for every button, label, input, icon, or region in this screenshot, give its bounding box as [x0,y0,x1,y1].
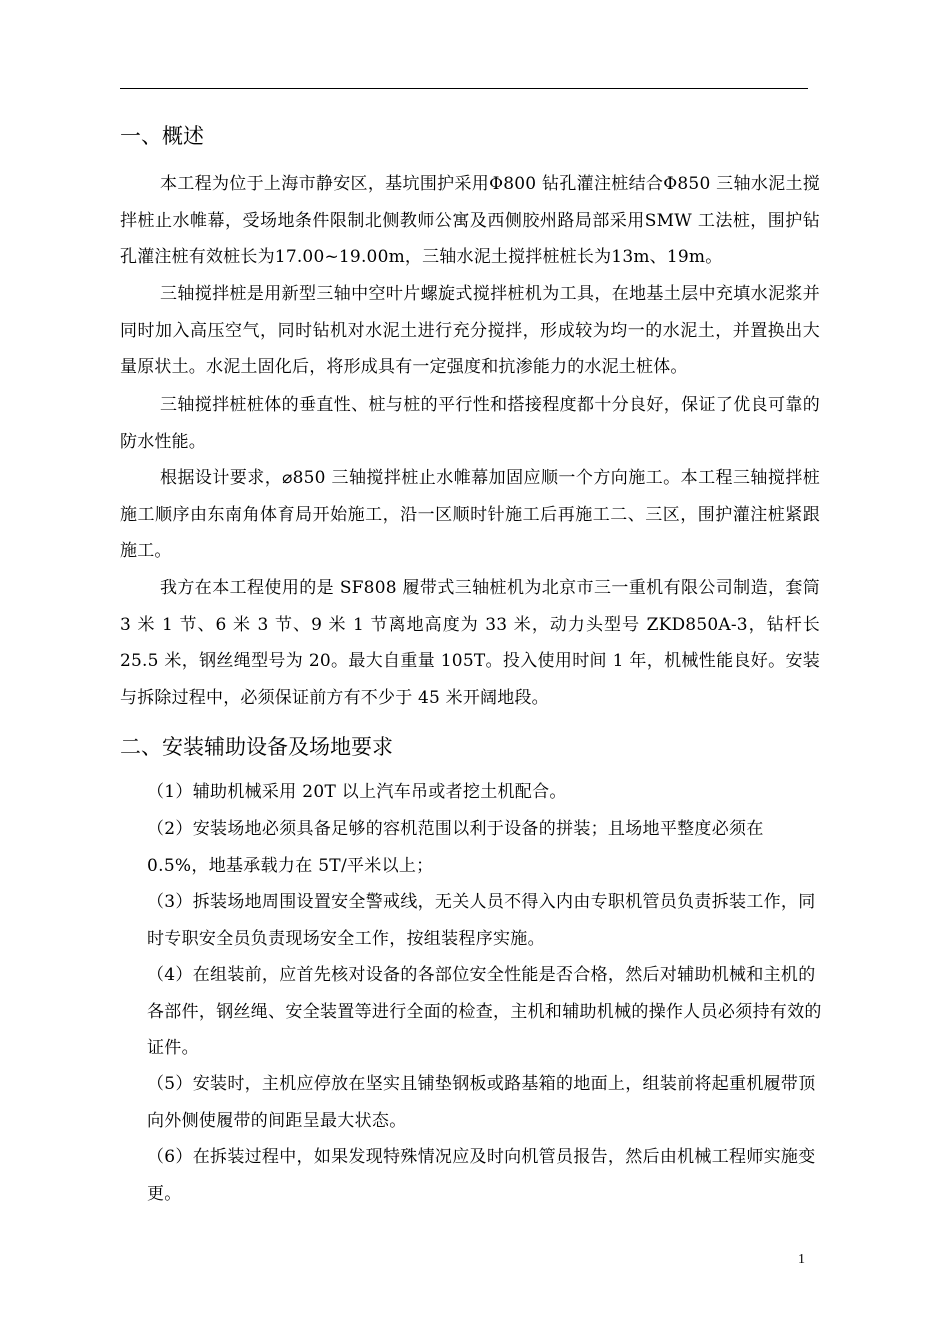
header-rule [120,88,808,89]
paragraph-2: 三轴搅拌桩是用新型三轴中空叶片螺旋式搅拌桩机为工具，在地基土层中充填水泥浆并同时加入高压空气，同时钻机对水泥土进行充分搅拌，形成较为均一的水泥土，并置换出大量原状土。水泥土固化后，将形成具有一定强度和抗渗能力的水泥土桩体。 [120,284,820,377]
list-item-5: （5）安装时，主机应停放在坚实且铺垫钢板或路基箱的地面上，组装前将起重机履带顶向外侧使履带的间距呈最大状态。 [147,1074,816,1131]
section1-heading: 一、概述 [120,124,204,148]
list-item-2: （2）安装场地必须具备足够的容机范围以利于设备的拼装；且场地平整度必须在 0.5%，地基承载力在 5T/平米以上； [147,819,764,876]
paragraph-1: 本工程为位于上海市静安区，基坑围护采用Φ800 钻孔灌注桩结合Φ850 三轴水泥土搅拌桩止水帷幕，受场地条件限制北侧教师公寓及西侧胶州路局部采用SMW 工法桩，围护钻孔灌注桩有效桩长为17.00~19.00m，三轴水泥土搅拌桩桩长为13m、19m。 [120,174,820,267]
list-item-3: （3）拆装场地周围设置安全警戒线，无关人员不得入内由专职机管员负责拆装工作，同时专职安全员负责现场安全工作，按组装程序实施。 [147,892,816,949]
section2-heading: 二、安装辅助设备及场地要求 [120,735,393,759]
list-item-6: （6）在拆装过程中，如果发现特殊情况应及时向机管员报告，然后由机械工程师实施变更。 [147,1147,816,1204]
page-number: 1 [798,1252,805,1267]
paragraph-5: 我方在本工程使用的是 SF808 履带式三轴桩机为北京市三一重机有限公司制造，套筒 3 米 1 节、6 米 3 节、9 米 1 节离地高度为 33 米，动力头型号 ZKD850A-3，钻杆长 25.5 米，钢丝绳型号为 20。最大自重量 105T。投入使用时间 1 年，机械性能良好。安装与拆除过程中，必须保证前方有不少于 45 米开阔地段。 [120,578,820,708]
paragraph-3: 三轴搅拌桩桩体的垂直性、桩与桩的平行性和搭接程度都十分良好，保证了优良可靠的防水性能。 [120,395,820,452]
list-item-4: （4）在组装前，应首先核对设备的各部位安全性能是否合格，然后对辅助机械和主机的各部件，钢丝绳、安全装置等进行全面的检查，主机和辅助机械的操作人员必须持有效的证件。 [147,965,822,1058]
list-item-1: （1）辅助机械采用 20T 以上汽车吊或者挖土机配合。 [147,782,567,802]
paragraph-4: 根据设计要求，⌀850 三轴搅拌桩止水帷幕加固应顺一个方向施工。本工程三轴搅拌桩施工顺序由东南角体育局开始施工，沿一区顺时针施工后再施工二、三区，围护灌注桩紧跟施工。 [120,468,820,561]
